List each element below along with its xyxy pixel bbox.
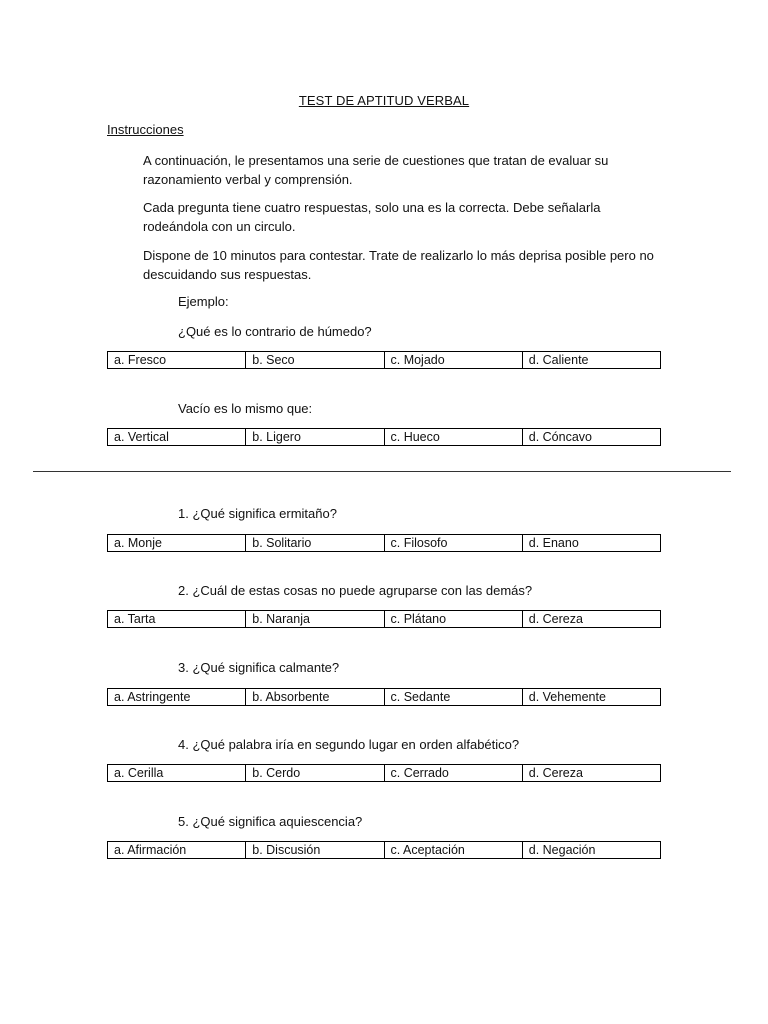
example-label: Ejemplo: xyxy=(178,294,229,309)
answer-option-b[interactable]: b. Absorbente xyxy=(246,689,384,705)
question-5: 5. ¿Qué significa aquiescencia? xyxy=(178,814,363,829)
answer-option-b[interactable]: b. Seco xyxy=(246,352,384,368)
question-2: 2. ¿Cuál de estas cosas no puede agruparse con las demás? xyxy=(178,583,533,598)
answer-option-d[interactable]: d. Cereza xyxy=(528,612,583,626)
answer-option-b[interactable]: b. Ligero xyxy=(246,429,384,445)
answer-option-a[interactable]: a. Afirmación xyxy=(108,842,246,858)
answer-option-c[interactable]: c. Filosofo xyxy=(385,535,523,551)
instruction-paragraph-1: A continuación, le presentamos una serie de cuestiones que tratan de evaluar su razonamiento verbal y comprensión. xyxy=(143,153,609,187)
question-3: 3. ¿Qué significa calmante? xyxy=(178,660,340,675)
answer-option-b[interactable]: b. Discusión xyxy=(246,842,384,858)
question-1-options xyxy=(107,534,661,552)
question-2-options xyxy=(107,610,661,628)
question-4: 4. ¿Qué palabra iría en segundo lugar en orden alfabético? xyxy=(178,737,520,752)
answer-option-a[interactable]: a. Monje xyxy=(108,535,246,551)
answer-option-d[interactable]: d. Enano xyxy=(528,536,579,550)
answer-option-d[interactable]: d. Cereza xyxy=(528,766,583,780)
example-options-1 xyxy=(107,351,661,369)
page-title: TEST DE APTITUD VERBAL xyxy=(298,93,470,108)
answer-option-a[interactable]: a. Cerilla xyxy=(108,765,246,781)
answer-option-c[interactable]: c. Plátano xyxy=(385,611,523,627)
answer-option-c[interactable]: c. Sedante xyxy=(385,689,523,705)
answer-option-a[interactable]: a. Tarta xyxy=(108,611,246,627)
answer-option-a[interactable]: a. Astringente xyxy=(108,689,246,705)
answer-option-b[interactable]: b. Cerdo xyxy=(246,765,384,781)
answer-option-d[interactable]: d. Negación xyxy=(528,843,596,857)
example-options-2 xyxy=(107,428,661,446)
question-3-options xyxy=(107,688,661,706)
instruction-paragraph-2: Cada pregunta tiene cuatro respuestas, solo una es la correcta. Debe señalarla rodeándola con un circulo. xyxy=(143,200,601,234)
question-5-options xyxy=(107,841,661,859)
instructions-heading: Instrucciones xyxy=(107,122,184,137)
question-4-options xyxy=(107,764,661,782)
answer-option-c[interactable]: c. Aceptación xyxy=(385,842,523,858)
example-question-2: Vacío es lo mismo que: xyxy=(178,401,313,416)
answer-option-b[interactable]: b. Solitario xyxy=(246,535,384,551)
answer-option-d[interactable]: d. Vehemente xyxy=(528,690,606,704)
section-divider xyxy=(33,471,731,472)
instruction-paragraph-3: Dispone de 10 minutos para contestar. Trate de realizarlo lo más deprisa posible pero no descuidando sus respuestas. xyxy=(143,248,654,282)
question-1: 1. ¿Qué significa ermitaño? xyxy=(178,506,337,521)
example-question-1: ¿Qué es lo contrario de húmedo? xyxy=(178,324,372,339)
answer-option-a[interactable]: a. Vertical xyxy=(108,429,246,445)
answer-option-b[interactable]: b. Naranja xyxy=(246,611,384,627)
answer-option-c[interactable]: c. Mojado xyxy=(385,352,523,368)
answer-option-a[interactable]: a. Fresco xyxy=(108,352,246,368)
answer-option-d[interactable]: d. Caliente xyxy=(528,353,589,367)
answer-option-c[interactable]: c. Hueco xyxy=(385,429,523,445)
answer-option-c[interactable]: c. Cerrado xyxy=(385,765,523,781)
answer-option-d[interactable]: d. Cóncavo xyxy=(528,430,592,444)
